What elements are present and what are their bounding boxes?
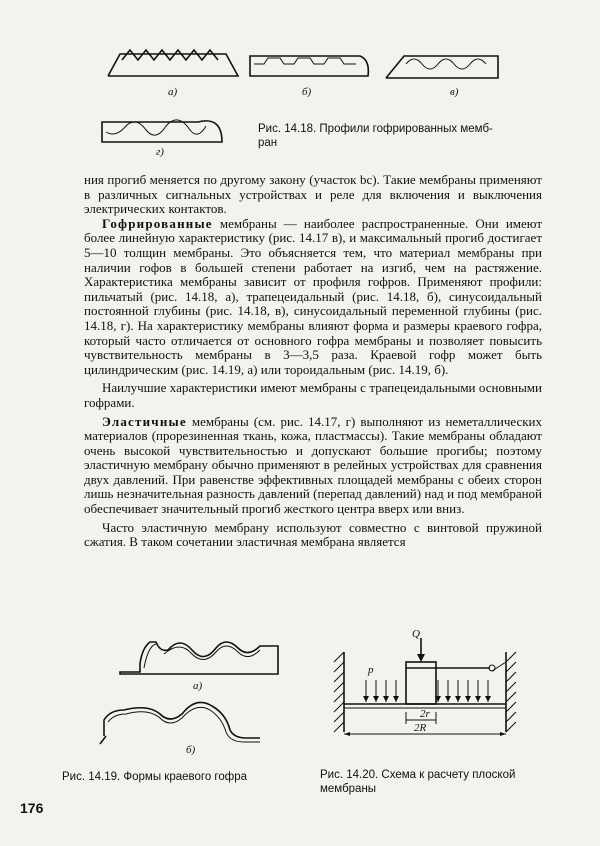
paragraph-5: Часто эластичную мембрану используют совместно с винтовой пружиной сжатия. В таком сочетании эластичная мембрана является (84, 519, 542, 550)
fig-14-18-profile-b (250, 50, 370, 78)
fig-14-20-label-2R: 2R (414, 722, 427, 734)
fig-14-18-label-a: а) (168, 86, 178, 98)
term-corrugated: Гофрированные (102, 215, 213, 231)
fig-14-19-edge-a (120, 628, 280, 678)
fig-14-19-edge-b (100, 690, 270, 746)
fig-14-18-label-g: г) (156, 146, 164, 158)
fig-14-19-label-a: а) (193, 680, 203, 692)
fig-14-20-label-2r: 2r (420, 708, 430, 720)
fig-14-18-profile-a (108, 46, 238, 80)
paragraph-4: Эластичные мембраны (см. рис. 14.17, г) выполняют из неметаллических материалов (прорезиненная ткань, кожа, пластмассы). Такие мембраны обладают очень высокой чувствительностью и допускают большие прогибы; поэтому эластичную мембрану обычно применяют в релейных устройствах для сравнения двух давлений. При равенстве эффективных площадей мембраны с обеих сторон лишь незначительная разность давлений (перепад давлений) над и под мембраной обеспечивает значительный прогиб жесткого центра вверх или вниз. (84, 413, 542, 517)
paragraph-1: ния прогиб меняется по другому закону (участок bc). Такие мембраны применяют в различных сигнальных устройствах и реле для включения и выключения электрических контактов. (84, 172, 542, 217)
fig-14-18-profile-v (386, 50, 500, 80)
fig-14-19-caption: Рис. 14.19. Формы краевого гофра (62, 771, 248, 783)
fig-14-18-label-b: б) (302, 86, 312, 98)
term-elastic: Эластичные (102, 413, 187, 429)
fig-14-20-label-Q: Q (412, 628, 420, 640)
page-number: 176 (20, 800, 44, 816)
fig-14-20-diagram (330, 632, 520, 752)
fig-14-18-label-v: в) (450, 86, 459, 98)
fig-14-18-caption: Рис. 14.18. Профили гофрированных мемб- ран (258, 123, 493, 149)
fig-14-20-label-p: p (368, 664, 374, 676)
fig-14-20-caption: Рис. 14.20. Схема к расчету плоской мембраны (320, 769, 516, 795)
paragraph-2: Гофрированные мембраны — наиболее распространенные. Они имеют более линейную характеристику (рис. 14.17 в), и максимальный прогиб достигает 5—10 толщин мембраны. Это объясняется тем, что материал мембраны при наличии гофов в большей степени работает на изгиб, чем на растяжение. Характеристика мембраны зависит от профиля гофров. Применяют профили: пильчатый (рис. 14.18, а), трапецеидальный (рис. 14.18, б), синусоидальный постоянной глубины (рис. 14.18, в), синусоидальный переменной глубины (рис. 14.18, г). На характеристику мембраны влияют форма и размеры краевого гофра, который часто отличается от основного гофра мембраны и позволяет повысить чувствительность мембраны в 3—3,5 раза. Краевой гофр может быть цилиндрическим (рис. 14.19, а) или тороидальным (рис. 14.19, б). (84, 215, 542, 377)
fig-14-18-profile-g (102, 112, 224, 144)
paragraph-3: Наилучшие характеристики имеют мембраны с трапецеидальными основными гофрами. (84, 380, 542, 410)
body-text (84, 173, 542, 550)
fig-14-19-label-b: б) (186, 744, 196, 756)
